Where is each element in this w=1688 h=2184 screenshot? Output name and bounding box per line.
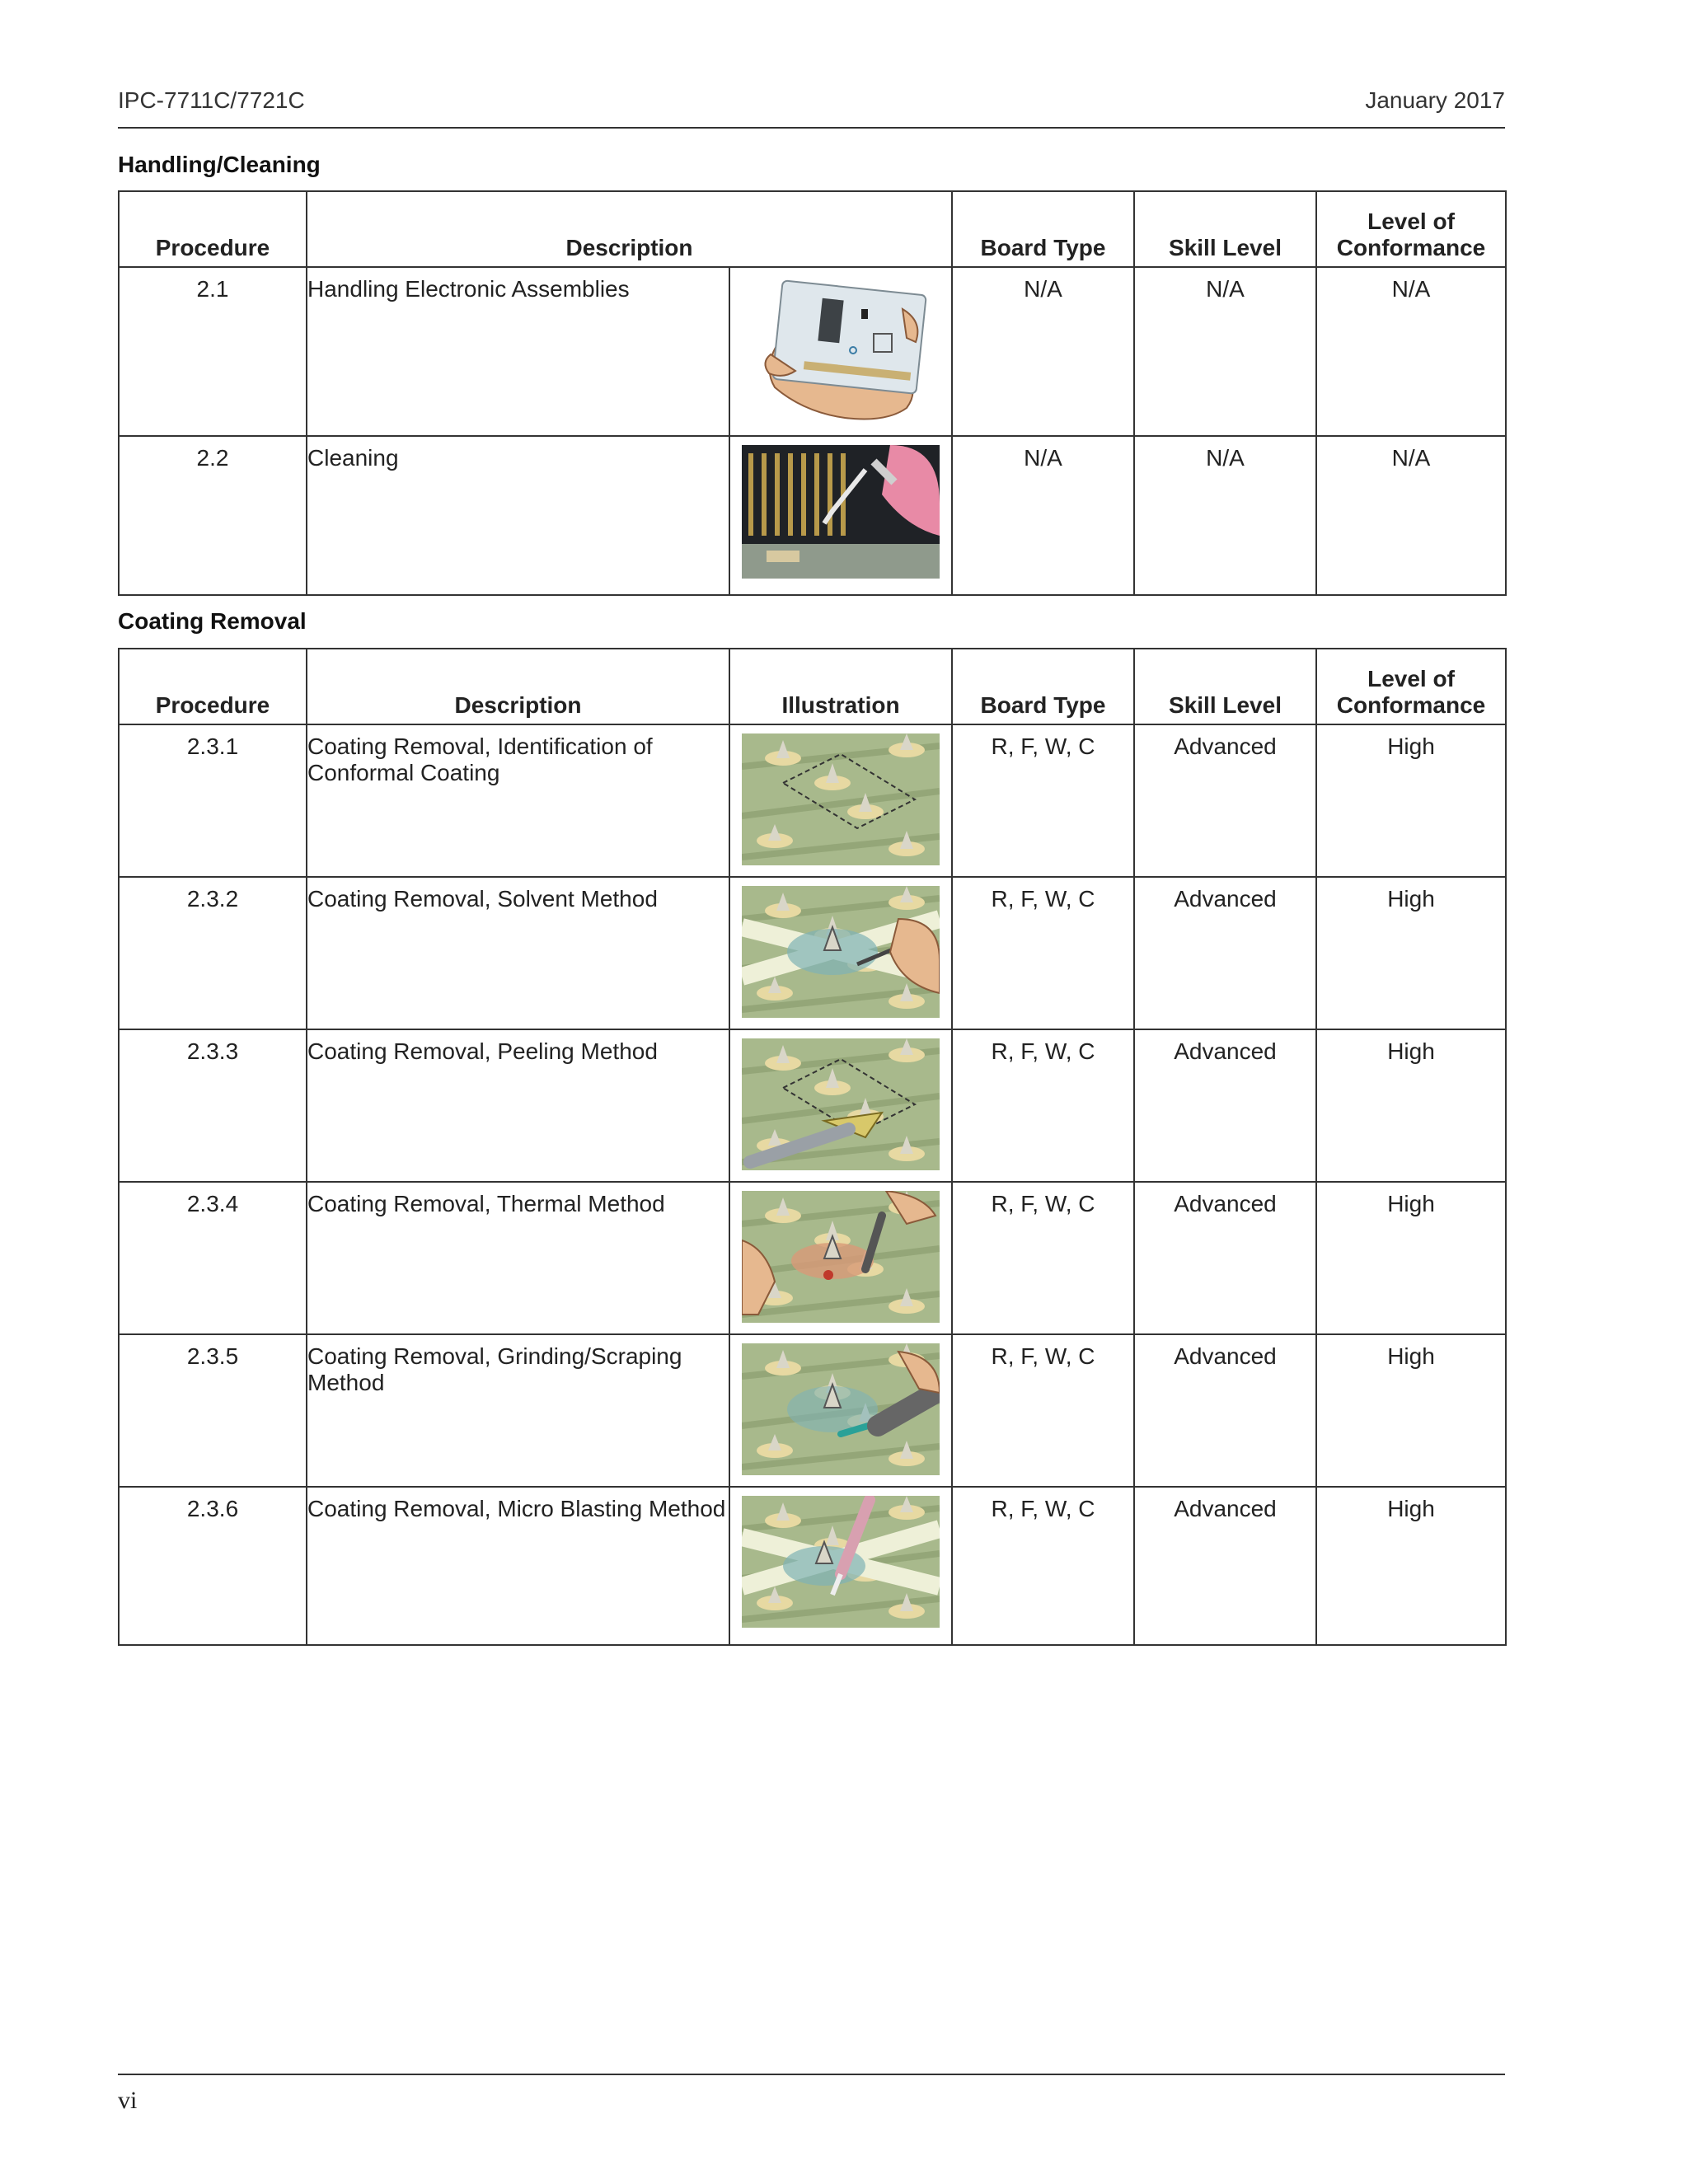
illustration-cell [729, 436, 952, 595]
col-header-board-type: Board Type [952, 649, 1134, 724]
col-header-board-type: Board Type [952, 191, 1134, 267]
skill-level: Advanced [1134, 1334, 1316, 1487]
coating-grinding-icon [742, 1343, 940, 1475]
table-header-row [119, 191, 1506, 267]
table-row [119, 724, 1506, 877]
col-header-conformance: Level of Conformance [1316, 649, 1506, 724]
conformance-level: High [1316, 877, 1506, 1029]
illustration-cell [729, 1334, 952, 1487]
col-header-procedure: Procedure [119, 191, 307, 267]
section-title-handling-cleaning: Handling/Cleaning [118, 152, 321, 177]
procedure-description: Coating Removal, Thermal Method [307, 1182, 729, 1334]
board-type: R, F, W, C [952, 1029, 1134, 1182]
conformance-level: High [1316, 1334, 1506, 1487]
procedure-number: 2.2 [119, 436, 307, 595]
page-footer [118, 2074, 1505, 2114]
cleaning-board-photo-icon [742, 445, 940, 579]
hand-holding-board-icon [754, 276, 927, 424]
table-row [119, 1182, 1506, 1334]
skill-level: Advanced [1134, 877, 1316, 1029]
conformance-level: N/A [1316, 436, 1506, 595]
skill-level: Advanced [1134, 724, 1316, 877]
coating-thermal-icon [742, 1191, 940, 1323]
illustration-cell [729, 1487, 952, 1645]
procedure-number: 2.3.4 [119, 1182, 307, 1334]
col-header-skill-level: Skill Level [1134, 191, 1316, 267]
table-header-row [119, 649, 1506, 724]
conformance-level: High [1316, 724, 1506, 877]
board-type: R, F, W, C [952, 1334, 1134, 1487]
col-header-skill-level: Skill Level [1134, 649, 1316, 724]
procedure-description: Coating Removal, Grinding/Scraping Method [307, 1334, 729, 1487]
procedure-number: 2.3.1 [119, 724, 307, 877]
handling-cleaning-table [118, 190, 1507, 596]
procedure-description: Cleaning [307, 436, 729, 595]
coating-solvent-icon [742, 886, 940, 1018]
board-type: N/A [952, 267, 1134, 436]
coating-micro-blasting-icon [742, 1496, 940, 1628]
board-type: N/A [952, 436, 1134, 595]
table-row [119, 877, 1506, 1029]
table-row [119, 267, 1506, 436]
skill-level: N/A [1134, 267, 1316, 436]
illustration-cell [729, 877, 952, 1029]
illustration-cell [729, 1029, 952, 1182]
page-header [118, 84, 1505, 129]
skill-level: N/A [1134, 436, 1316, 595]
illustration-cell [729, 1182, 952, 1334]
col-header-conformance: Level of Conformance [1316, 191, 1506, 267]
illustration-cell [729, 724, 952, 877]
col-header-description: Description [307, 191, 952, 267]
document-id: IPC-7711C/7721C [118, 87, 305, 113]
page-number: vi [118, 2087, 138, 2114]
procedure-number: 2.1 [119, 267, 307, 436]
conformance-level: N/A [1316, 267, 1506, 436]
skill-level: Advanced [1134, 1182, 1316, 1334]
skill-level: Advanced [1134, 1487, 1316, 1645]
procedure-description: Coating Removal, Solvent Method [307, 877, 729, 1029]
procedure-description: Coating Removal, Identification of Conformal Coating [307, 724, 729, 877]
section-title-coating-removal: Coating Removal [118, 608, 307, 634]
coating-peeling-icon [742, 1038, 940, 1170]
procedure-number: 2.3.6 [119, 1487, 307, 1645]
skill-level: Advanced [1134, 1029, 1316, 1182]
board-type: R, F, W, C [952, 1182, 1134, 1334]
procedure-description: Coating Removal, Micro Blasting Method [307, 1487, 729, 1645]
coating-removal-table [118, 648, 1507, 1646]
procedure-description: Coating Removal, Peeling Method [307, 1029, 729, 1182]
conformance-level: High [1316, 1029, 1506, 1182]
procedure-number: 2.3.5 [119, 1334, 307, 1487]
col-header-description: Description [307, 649, 729, 724]
col-header-illustration: Illustration [729, 649, 952, 724]
board-type: R, F, W, C [952, 877, 1134, 1029]
procedure-number: 2.3.2 [119, 877, 307, 1029]
table-row [119, 1334, 1506, 1487]
board-type: R, F, W, C [952, 724, 1134, 877]
table-row [119, 436, 1506, 595]
document-date: January 2017 [1365, 87, 1505, 113]
board-type: R, F, W, C [952, 1487, 1134, 1645]
table-row [119, 1487, 1506, 1645]
table-row [119, 1029, 1506, 1182]
conformance-level: High [1316, 1182, 1506, 1334]
conformance-level: High [1316, 1487, 1506, 1645]
col-header-procedure: Procedure [119, 649, 307, 724]
procedure-number: 2.3.3 [119, 1029, 307, 1182]
procedure-description: Handling Electronic Assemblies [307, 267, 729, 436]
illustration-cell [729, 267, 952, 436]
coating-identification-icon [742, 733, 940, 865]
